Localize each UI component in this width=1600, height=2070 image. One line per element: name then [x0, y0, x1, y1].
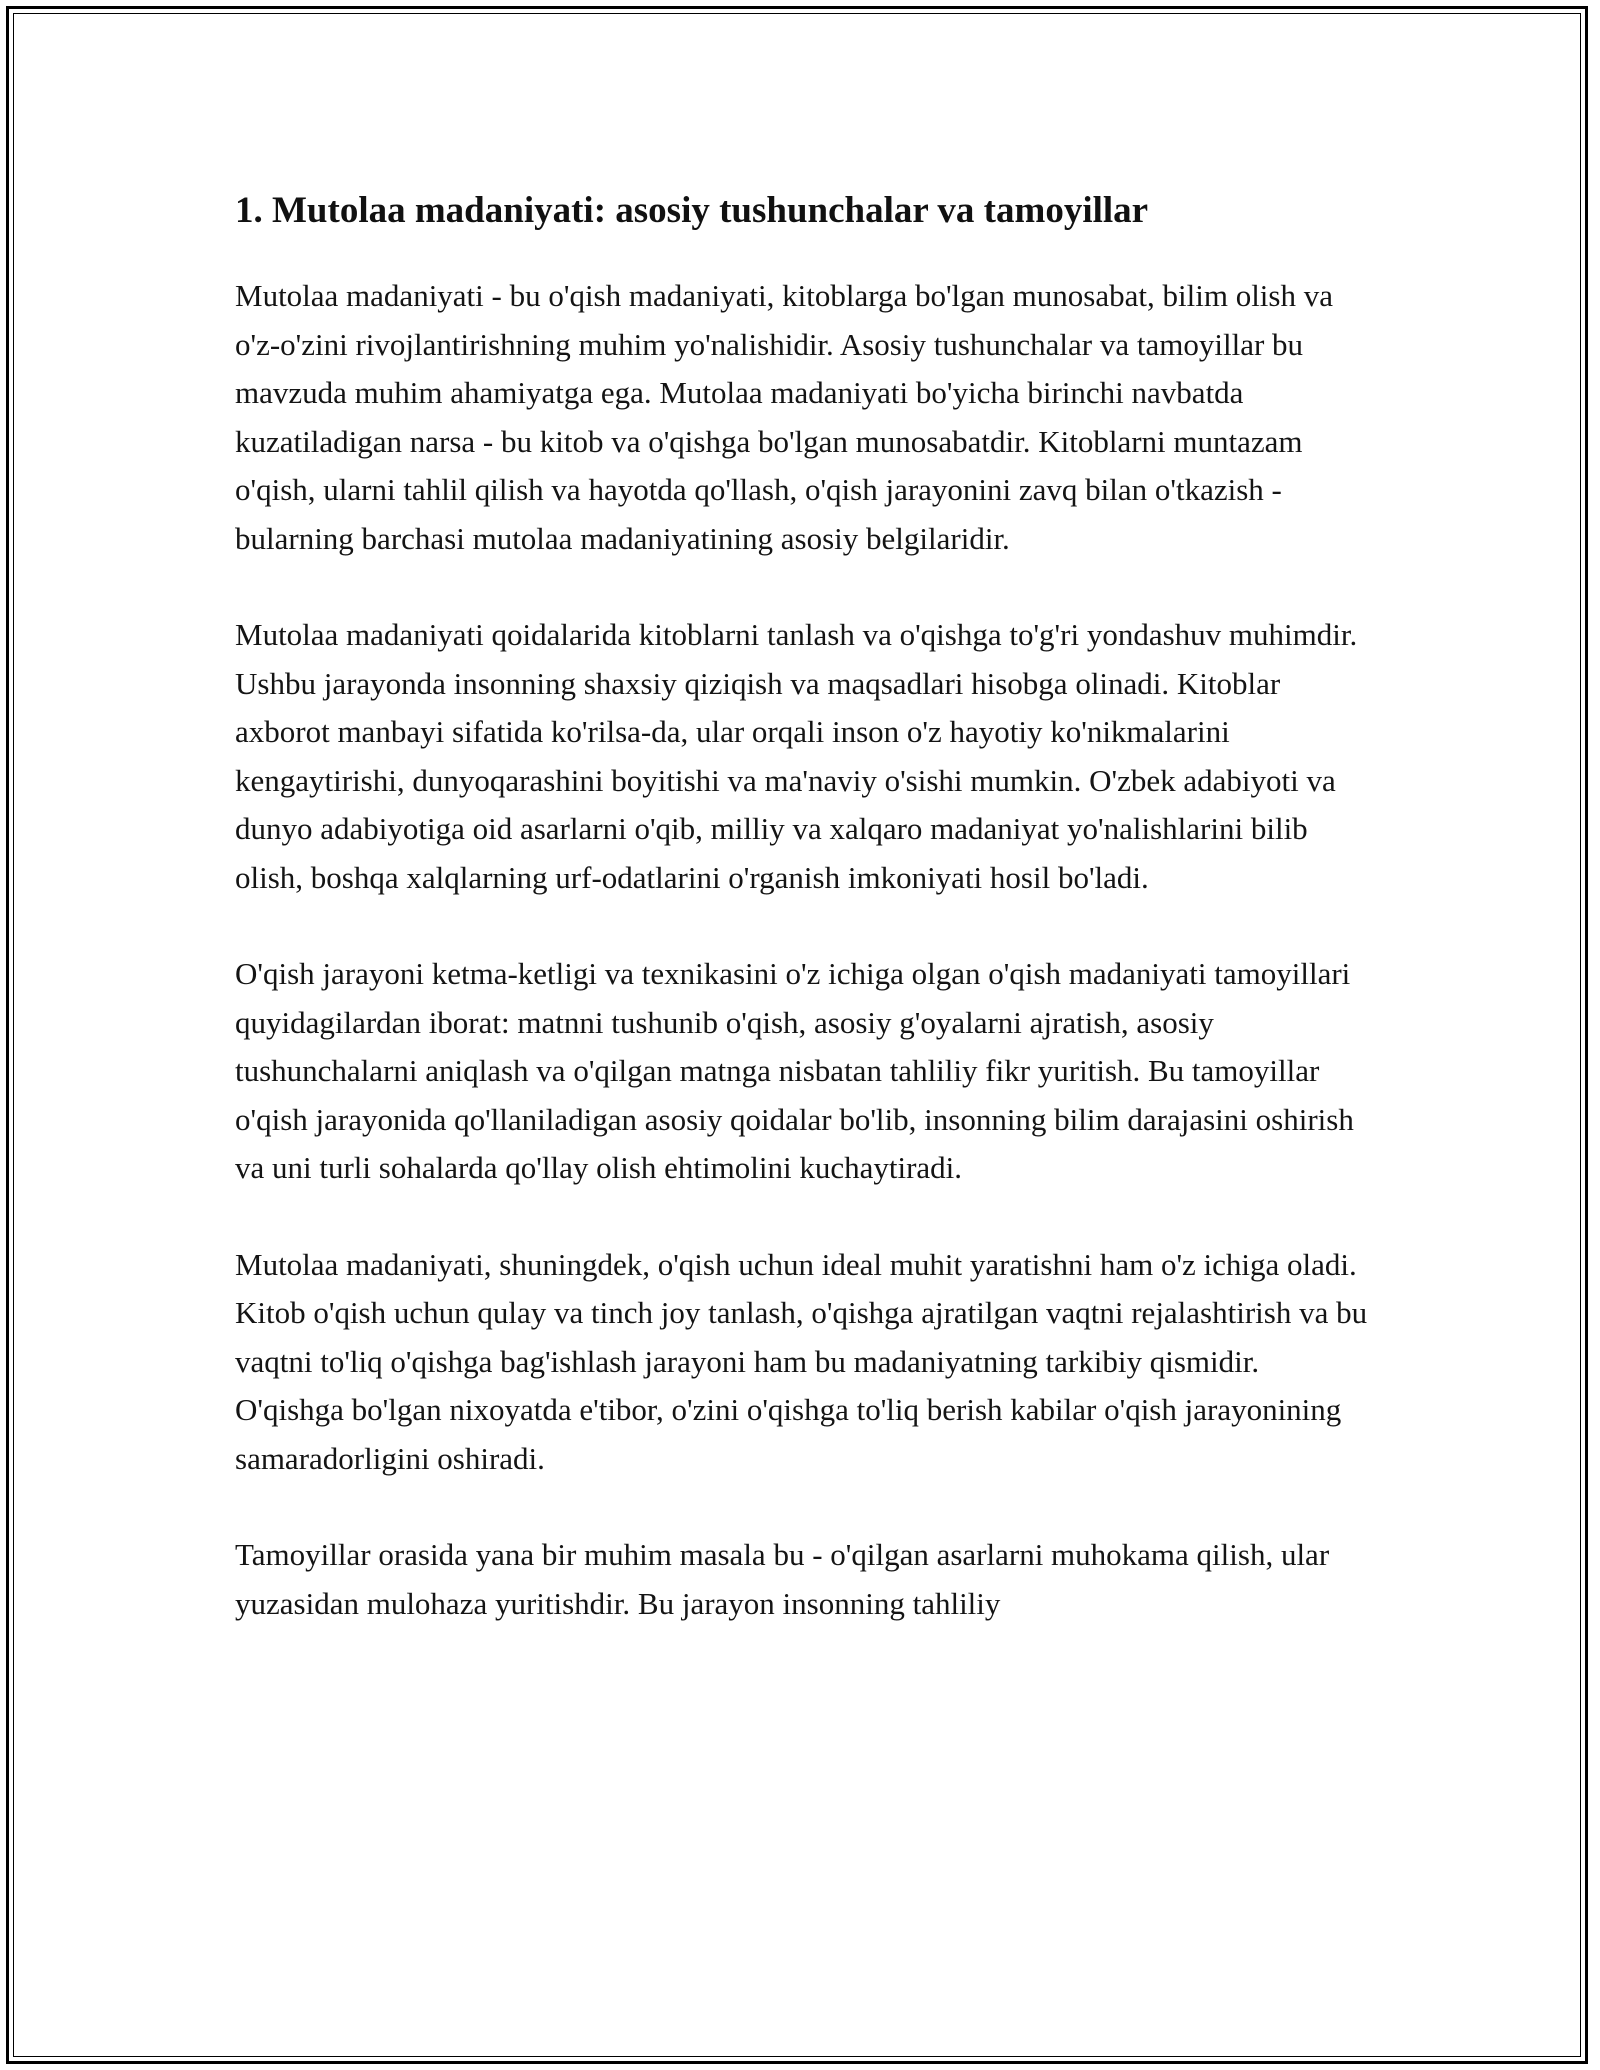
- document-body: [235, 186, 1375, 1676]
- paragraph-4: Mutolaa madaniyati, shuningdek, o'qish uchun ideal muhit yaratishni ham o'z ichiga oladi. Kitob o'qish uchun qulay va tinch joy tanlash, o'qishga ajratilgan vaqtni rejalashtirish va bu vaqtni to'liq o'qishga bag'ishlash jarayoni ham bu madaniyatning tarkibiy qismidir. O'qishga bo'lgan nixoyatda e'tibor, o'zini o'qishga to'liq berish kabilar o'qish jarayonining samaradorligini oshiradi.: [235, 1246, 1368, 1476]
- paragraph-2: Mutolaa madaniyati qoidalarida kitoblarni tanlash va o'qishga to'g'ri yondashuv muhimdir. Ushbu jarayonda insonning shaxsiy qiziqish va maqsadlari hisobga olinadi. Kitoblar axborot manbayi sifatida ko'rilsa-da, ular orqali inson o'z hayotiy ko'nikmalarini kengaytirishi, dunyoqarashini boyitishi va ma'naviy o'sishi mumkin. O'zbek adabiyoti va dunyo adabiyotiga oid asarlarni o'qib, milliy va xalqaro madaniyat yo'nalishlarini bilib olish, boshqa xalqlarning urf-odatlarini o'rganish imkoniyati hosil bo'ladi.: [235, 617, 1358, 895]
- paragraph-1: Mutolaa madaniyati - bu o'qish madaniyati, kitoblarga bo'lgan munosabat, bilim olish va o'z-o'zini rivojlantirishning muhim yo'nalishidir. Asosiy tushunchalar va tamoyillar bu mavzuda muhim ahamiyatga ega. Mutolaa madaniyati bo'yicha birinchi navbatda kuzatiladigan narsa - bu kitob va o'qishga bo'lgan munosabatdir. Kitoblarni muntazam o'qish, ularni tahlil qilish va hayotda qo'llash, o'qish jarayonini zavq bilan o'tkazish - bularning barchasi mutolaa madaniyatining asosiy belgilaridir.: [235, 278, 1333, 556]
- section-heading: 1. Mutolaa madaniyati: asosiy tushunchalar va tamoyillar: [235, 190, 1149, 231]
- paragraph-5: Tamoyillar orasida yana bir muhim masala bu - o'qilgan asarlarni muhokama qilish, ular yuzasidan mulohaza yuritishdir. Bu jarayon insonning tahliliy: [235, 1537, 1330, 1621]
- paragraph-3: O'qish jarayoni ketma-ketligi va texnikasini o'z ichiga olgan o'qish madaniyati tamoyillari quyidagilardan iborat: matnni tushunib o'qish, asosiy g'oyalarni ajratish, asosiy tushunchalarni aniqlash va o'qilgan matnga nisbatan tahliliy fikr yuritish. Bu tamoyillar o'qish jarayonida qo'llaniladigan asosiy qoidalar bo'lib, insonning bilim darajasini oshirish va uni turli sohalarda qo'llay olish ehtimolini kuchaytiradi.: [235, 956, 1354, 1185]
